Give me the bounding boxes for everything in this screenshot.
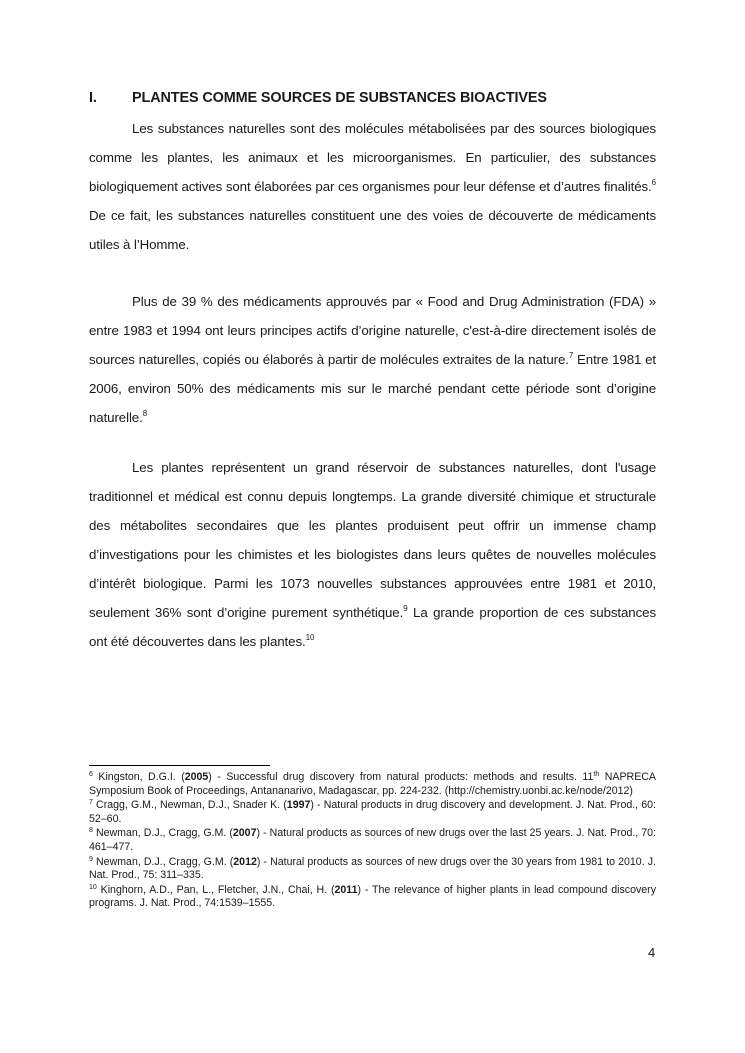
footnote-year: 2011 — [334, 883, 358, 896]
footnote-authors: Newman, D.J., Cragg, G.M. ( — [95, 827, 233, 840]
section-number: I. — [89, 90, 97, 106]
paragraph-text: De ce fait, les substances naturelles constituent une des voies de découverte de médicaments utiles à l’Homme. — [89, 208, 656, 252]
footnote-number: 9 — [89, 855, 93, 863]
footnote-ref: 9 — [403, 604, 408, 613]
paragraph-text: La grande proportion de ces substances ont été découvertes dans les plantes. — [89, 605, 656, 649]
footnote-text: ) - Natural products as sources of new drugs over the last 25 years. J. Nat. Prod., 70: 461–477. — [89, 827, 657, 853]
footnote-superscript: th — [593, 771, 600, 778]
footnote-text: ) - The relevance of higher plants in lead compound discovery programs. J. Nat. Prod., 74:1539–1555. — [89, 883, 656, 910]
footnote — [89, 856, 656, 883]
footnote — [89, 771, 656, 798]
paragraph-text: Plus de 39 % des médicaments approuvés par « Food and Drug Administration (FDA) » entre 1983 et 1994 ont leurs principes actifs d’origine naturelle, c'est-à-dire directement isolés de sources naturelles, copiés ou élaborés à partir de molécules extraites de la nature. — [89, 294, 656, 367]
footnote-number: 10 — [89, 883, 97, 891]
footnote-ref: 6 — [651, 178, 656, 187]
footnote — [89, 799, 656, 826]
footnote-text: NAPRECA Symposium Book of Proceedings, Antananarivo, Madagascar, pp. 224-232. (http://chemistry.uonbi.ac.ke/node/2012) — [89, 771, 656, 797]
paragraph-1 — [89, 114, 656, 259]
footnotes — [89, 771, 656, 912]
footnote-authors: Newman, D.J., Cragg, G.M. ( — [96, 855, 234, 868]
footnote-authors: Kingston, D.G.I. ( — [98, 771, 185, 783]
footnote-year: 2005 — [184, 771, 209, 783]
footnote-separator — [89, 765, 270, 766]
footnote-authors: Kinghorn, A.D., Pan, L., Fletcher, J.N., Chai, H. ( — [100, 883, 335, 896]
footnote-text: ) - Natural products in drug discovery and development. J. Nat. Prod., 60: 52–60. — [89, 799, 656, 825]
paragraph-text: Les substances naturelles sont des molécules métabolisées par des sources biologiques comme les plantes, les animaux et les microorganismes. En particulier, des substances biologiquement actives sont élaborées par ces organismes pour leur défense et d’autres finalités. — [89, 121, 656, 194]
footnote-ref: 7 — [568, 351, 574, 360]
footnote-ref: 8 — [142, 409, 148, 418]
footnote-number: 8 — [89, 827, 93, 835]
footnote-number: 7 — [89, 799, 93, 807]
footnote-ref: 10 — [305, 633, 315, 642]
paragraph-text: Les plantes représentent un grand réservoir de substances naturelles, dont l'usage traditionnel et médical est connu depuis longtemps. La grande diversité chimique et structurale des métabolites secondaires que les plantes produisent peut offrir un immense champ d’investigations pour les chimistes et les biologistes dans leurs quêtes de nouvelles molécules d’intérêt biologique. Parmi les 1073 nouvelles substances approuvées entre 1981 et 2010, seulement 36% sont d’origine purement synthétique. — [89, 460, 656, 620]
footnote-year: 1997 — [286, 799, 311, 812]
footnote-authors: Cragg, G.M., Newman, D.J., Snader K. ( — [96, 799, 287, 812]
footnote-number: 6 — [89, 771, 93, 778]
footnote-year: 2012 — [233, 855, 257, 868]
paragraph-3 — [89, 453, 656, 656]
footnote-year: 2007 — [232, 827, 257, 840]
page-number: 4 — [648, 945, 656, 960]
footnote-text: ) - Natural products as sources of new drugs over the 30 years from 1981 to 2010. J. Nat. Prod., 75: 311–335. — [89, 855, 656, 882]
paragraph-text: Entre 1981 et 2006, environ 50% des médicaments mis sur le marché pendant cette période sont d’origine naturelle. — [89, 352, 656, 425]
paragraph-2 — [89, 287, 656, 432]
footnote-text: ) - Successful drug discovery from natural products: methods and results. 11 — [208, 771, 594, 783]
section-title: PLANTES COMME SOURCES DE SUBSTANCES BIOACTIVES — [132, 90, 547, 106]
footnote — [89, 827, 656, 854]
section-heading — [89, 90, 659, 106]
footnote — [89, 884, 656, 911]
